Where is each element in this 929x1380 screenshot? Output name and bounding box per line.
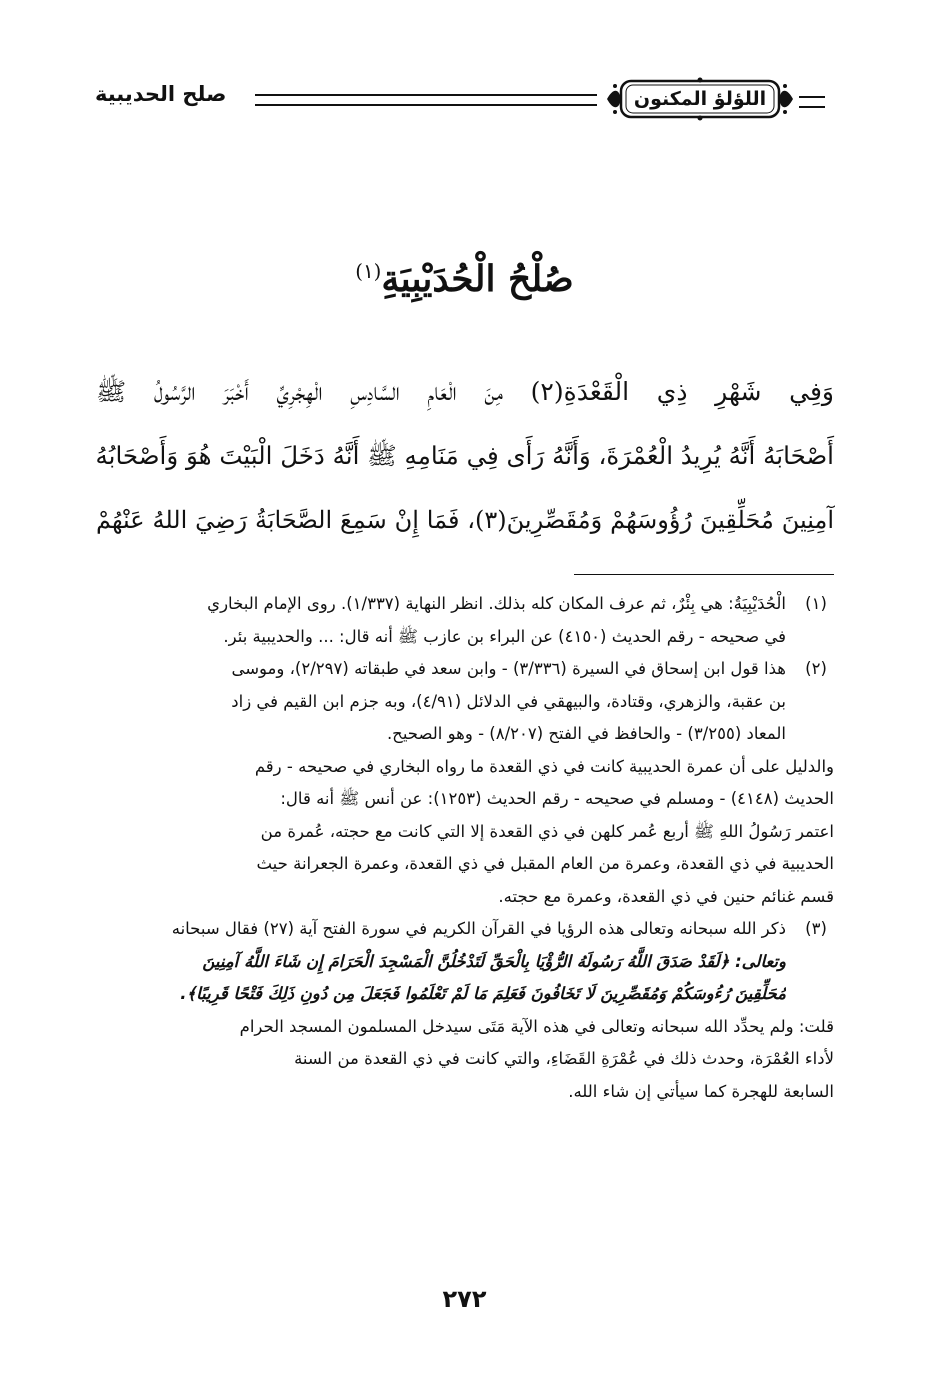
- footnote-line: ذكر الله سبحانه وتعالى هذه الرؤيا في القرآن الكريم في سورة الفتح آية (٢٧) فقال سبحانه: [171, 919, 786, 938]
- footnote-continuation: [94, 1011, 834, 1109]
- footnote-3: [94, 913, 834, 1108]
- quran-verse-line: وتعالى: ﴿لَقَدْ صَدَقَ اللَّهُ رَسُولَهُ الرُّؤْيَا بِالْحَقِّ لَتَدْخُلُنَّ الْمَسْجِدَ الْحَرَامَ إِن شَاءَ اللَّهُ آمِنِينَ: [202, 951, 786, 971]
- body-line: أَصْحَابَهُ أَنَّهُ يُرِيدُ الْعُمْرَةَ، وَأَنَّهُ رَأَى فِي مَنَامِهِ ﷺ أَنَّهُ دَخَلَ الْبَيْتَ هُوَ وَأَصْحَابُهُ: [95, 441, 834, 470]
- footnote-number: (٣): [805, 919, 827, 938]
- book-title-frame: [605, 76, 795, 122]
- header-rule-mid: [255, 94, 597, 106]
- footnote-line: قسم غنائم حنين في ذي القعدة، وعمرة مع حجته.: [498, 886, 834, 906]
- footnote-line: لأداء العُمْرَة، وحدث ذلك في عُمْرَةِ القَضَاءِ، والتي كانت في ذي القعدة من السنة: [294, 1049, 834, 1068]
- footnote-continuation: [94, 751, 834, 914]
- footnote-line: هذا قول ابن إسحاق في السيرة (٣/٣٣٦) - وابن سعد في طبقاته (٢/٢٩٧)، وموسى: [231, 659, 786, 678]
- footnote-separator: [574, 574, 834, 575]
- chapter-heading-text: صُلْحُ الْحُدَيْبِيَةِ: [381, 258, 574, 300]
- chapter-heading-footnote-ref: (١): [355, 260, 382, 283]
- footnote-1: [94, 588, 834, 653]
- page-number: ٢٧٢: [442, 1285, 487, 1313]
- footnote-body: [94, 588, 786, 653]
- footnote-line: في صحيحه - رقم الحديث (٤١٥٠) عن البراء بن عازب ﷺ أنه قال: ... والحديبية بئر.: [223, 626, 786, 646]
- running-header: [85, 70, 825, 132]
- footnote-line: قلت: ولم يحدِّد الله سبحانه وتعالى في هذه الآية مَتَى سيدخل المسلمون المسجد الحرام: [239, 1016, 834, 1036]
- footnote-number: (٢): [805, 659, 827, 678]
- footnote-number: (١): [805, 594, 827, 613]
- footnote-line: المعاد (٣/٢٥٥) - والحافظ في الفتح (٨/٢٠٧) - وهو الصحيح.: [386, 724, 786, 743]
- body-text: [96, 360, 834, 552]
- footnote-line: السابعة للهجرة كما سيأتي إن شاء الله.: [568, 1081, 834, 1101]
- footnote-line: اعتمر رَسُولُ اللهِ ﷺ أربع عُمر كلهن في ذي القعدة إلا التي كانت مع حجته، عُمرة من: [260, 821, 834, 841]
- footnote-2: [94, 653, 834, 913]
- header-rule-right: [799, 96, 825, 108]
- footnote-line: الحديبية في ذي القعدة، وعمرة من العام المقبل في ذي القعدة، وعمرة الجعرانة حيث: [256, 854, 834, 873]
- book-title: اللؤلؤ المكنون: [633, 88, 767, 110]
- footnote-line: الْحُدَيْبِيَةُ: هي بِئْرٌ، ثم عرف المكان كله بذلك. انظر النهاية (١/٣٣٧). روى الإمام البخاري: [207, 594, 786, 613]
- footnote-body: [94, 913, 786, 1011]
- footnote-body: [94, 653, 786, 751]
- running-chapter-title: صلح الحديبية: [95, 82, 227, 106]
- footnote-line: الحديث (٤١٤٨) - ومسلم في صحيحه - رقم الحديث (١٢٥٣): عن أنس ﷺ أنه قال:: [280, 789, 834, 808]
- body-line: وَفِي شَهْرِ ذِي الْقَعْدَةِ(٢) مِنَ الْعَامِ السَّادِسِ الْهِجْرِيِّ أَخْبَرَ الرَّسُولُ ﷺ: [96, 377, 834, 406]
- chapter-heading: [0, 258, 929, 300]
- footnotes: [94, 588, 834, 1108]
- quran-verse-line: مُحَلِّقِينَ رُءُوسَكُمْ وَمُقَصِّرِينَ لَا تَخَافُونَ فَعَلِمَ مَا لَمْ تَعْلَمُوا فَجَعَلَ مِن دُونِ ذَلِكَ فَتْحًا قَرِيبًا﴾.: [180, 984, 786, 1003]
- footnote-line: والدليل على أن عمرة الحديبية كانت في ذي القعدة ما رواه البخاري في صحيحه - رقم: [254, 756, 834, 776]
- footnote-line: بن عقبة، والزهري، وقتادة، والبيهقي في الدلائل (٤/٩١)، وبه جزم ابن القيم في زاد: [231, 691, 786, 711]
- body-line: آمِنِينَ مُحَلِّقِينَ رُؤُوسَهُمْ وَمُقَصِّرِينَ(٣)، فَمَا إِنْ سَمِعَ الصَّحَابَةُ رَضِيَ اللهُ عَنْهُمْ: [96, 506, 834, 534]
